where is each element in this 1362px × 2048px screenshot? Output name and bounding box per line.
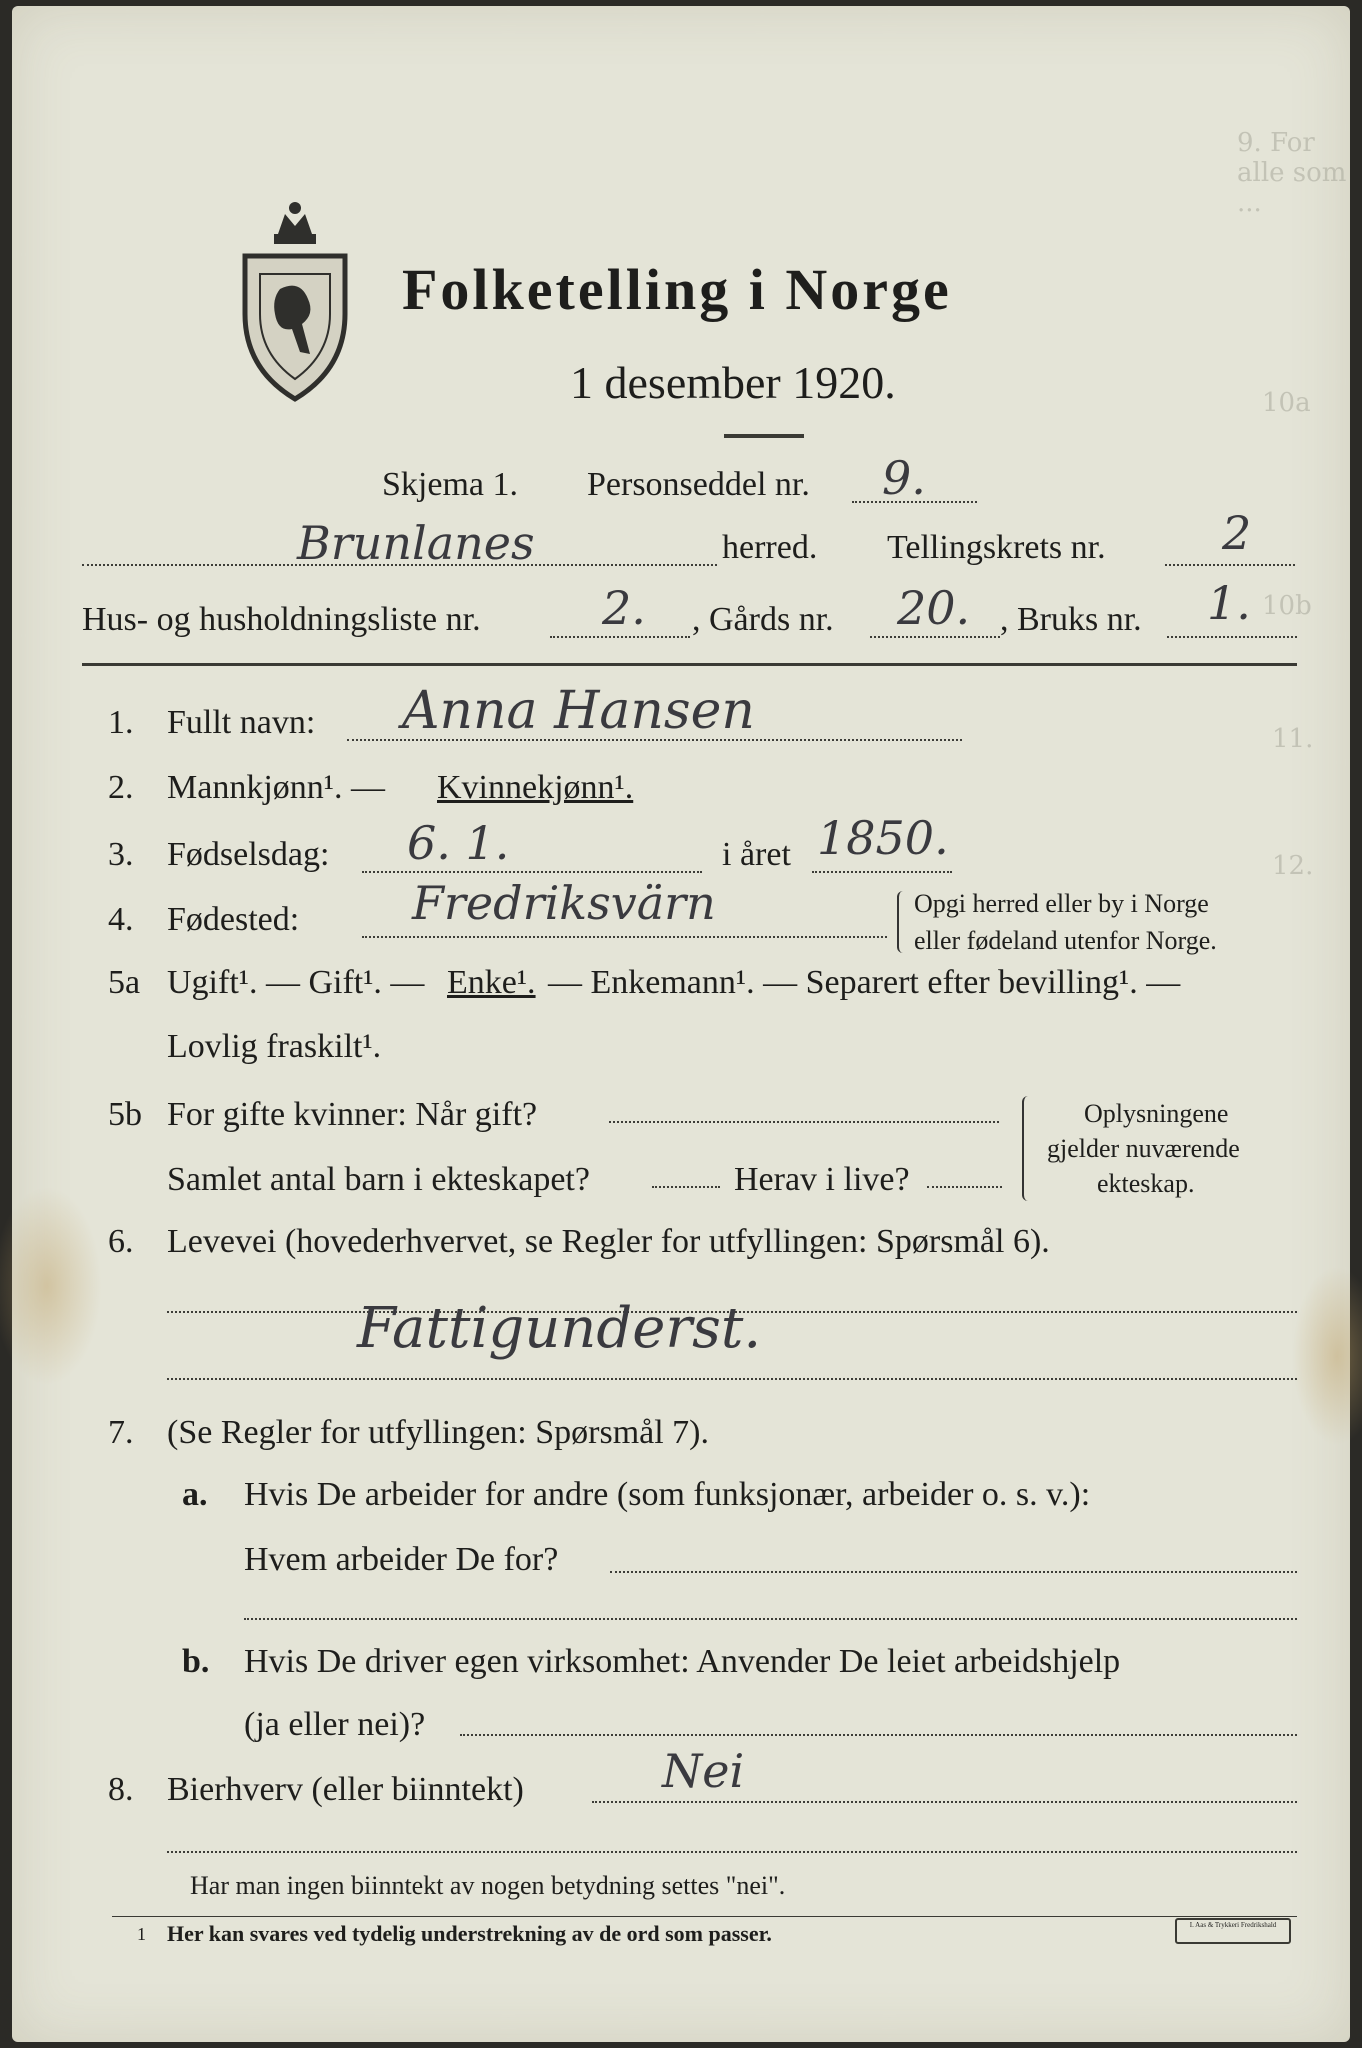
header-rule — [724, 434, 804, 438]
q7a-line2 — [244, 1618, 1297, 1620]
q3-line — [362, 871, 702, 873]
q5a-number: 5a — [108, 964, 141, 1001]
q2-number: 2. — [108, 769, 134, 806]
q6-number: 6. — [108, 1223, 134, 1260]
q4-note-line2: eller fødeland utenfor Norge. — [914, 926, 1217, 955]
q7b-label2: (ja eller nei)? — [244, 1706, 426, 1743]
q8-value-side-income: Nei — [662, 1744, 745, 1798]
q8-line2 — [167, 1851, 1297, 1853]
q3-label: Fødselsdag: — [167, 836, 330, 873]
husliste-label: Hus- og husholdningsliste nr. — [82, 601, 481, 638]
q5a-enke: Enke¹. — [447, 964, 536, 1001]
q4-value-birthplace: Fredriksvärn — [412, 876, 716, 930]
q5b-alive-label: Herav i live? — [734, 1161, 910, 1198]
q3-year-line — [812, 871, 952, 873]
q5b-note-line2: gjelder nuværende — [1047, 1134, 1240, 1163]
q7a-label2: Hvem arbeider De for? — [244, 1541, 559, 1578]
q7b-letter: b. — [182, 1643, 210, 1680]
coat-of-arms-icon — [230, 194, 360, 404]
footnote-text: Her kan svares ved tydelig understrekning av de ord som passer. — [167, 1921, 772, 1946]
q5a-line2: Lovlig fraskilt¹. — [167, 1028, 382, 1065]
gards-value: 20. — [897, 581, 971, 635]
q5b-when-line — [609, 1121, 999, 1123]
q4-number: 4. — [108, 901, 134, 938]
gards-line — [870, 636, 1000, 638]
q5b-note-line3: ekteskap. — [1097, 1169, 1195, 1198]
personseddel-label: Personseddel nr. — [587, 466, 810, 503]
q3-year-label: i året — [722, 836, 791, 873]
footnote-rule — [112, 1916, 1297, 1917]
q3-value-birth-year: 1850. — [817, 811, 949, 865]
section-divider — [82, 663, 1297, 666]
q3-number: 3. — [108, 836, 134, 873]
q1-value-full-name: Anna Hansen — [402, 681, 755, 741]
q1-number: 1. — [108, 704, 134, 741]
ghost-text: 9. For alle som ... — [1237, 128, 1347, 218]
herred-value: Brunlanes — [297, 516, 535, 570]
q5a-rest: — Enkemann¹. — Separert efter bevilling¹. — — [548, 964, 1181, 1001]
q7-label: (Se Regler for utfyllingen: Spørsmål 7). — [167, 1414, 710, 1451]
stain-right — [1292, 1266, 1362, 1446]
q6-value-occupation: Fattigunderst. — [357, 1296, 762, 1361]
ghost-text: 10b — [1262, 591, 1312, 621]
q7b-line — [460, 1734, 1297, 1736]
q6-line2 — [167, 1378, 1297, 1380]
q5b-note-line1: Oplysningene — [1084, 1099, 1229, 1128]
q7-number: 7. — [108, 1414, 134, 1451]
ghost-text: 10a — [1262, 388, 1311, 418]
printer-stamp — [1175, 1918, 1291, 1944]
q3-value-birth-date: 6. 1. — [407, 816, 510, 870]
q5b-brace — [1022, 1096, 1034, 1201]
q4-label: Fødested: — [167, 901, 300, 938]
q7b-label: Hvis De driver egen virksomhet: Anvender De leiet arbeidshjelp — [244, 1643, 1121, 1680]
q7a-label: Hvis De arbeider for andre (som funksjonær, arbeider o. s. v.): — [244, 1476, 1091, 1513]
q5a-ugift-gift: Ugift¹. — Gift¹. — — [167, 964, 425, 1001]
q2-female: Kvinnekjønn¹. — [437, 769, 634, 806]
bruks-label: , Bruks nr. — [1000, 601, 1142, 638]
q6-label: Levevei (hovederhvervet, se Regler for utfyllingen: Spørsmål 6). — [167, 1223, 1050, 1260]
schema-label: Skjema 1. — [382, 466, 518, 503]
q8-label: Bierhverv (eller biinntekt) — [167, 1771, 524, 1808]
tellingskrets-label: Tellingskrets nr. — [887, 529, 1106, 566]
q5b-label: For gifte kvinner: Når gift? — [167, 1096, 538, 1133]
herred-label: herred. — [722, 529, 818, 566]
husliste-value: 2. — [602, 581, 646, 635]
gards-label: , Gårds nr. — [692, 601, 834, 638]
q7a-employer-line — [610, 1571, 1297, 1573]
q4-note-line1: Opgi herred eller by i Norge — [914, 889, 1209, 918]
q7a-letter: a. — [182, 1476, 208, 1513]
printer-stamp-text: I. Aas & Trykkeri Fredrikshald — [1189, 1921, 1277, 1929]
q4-brace — [897, 891, 909, 953]
bruks-line — [1167, 636, 1297, 638]
q4-line — [362, 936, 887, 938]
ghost-text: 12. — [1272, 851, 1314, 881]
q5b-number: 5b — [108, 1096, 142, 1133]
tellingskrets-value: 2 — [1222, 506, 1252, 560]
q5b-alive-line — [927, 1186, 1002, 1188]
q2-male: Mannkjønn¹. — — [167, 769, 385, 806]
stain-left — [0, 1186, 102, 1386]
census-form-sheet — [12, 6, 1350, 2042]
q5b-label2: Samlet antal barn i ekteskapet? — [167, 1161, 590, 1198]
page-title: Folketelling i Norge — [402, 257, 952, 322]
personseddel-value: 9. — [882, 451, 926, 505]
tellingskrets-line — [1165, 564, 1295, 566]
census-date: 1 desember 1920. — [570, 357, 896, 408]
ghost-text: 11. — [1272, 724, 1314, 754]
husliste-line — [550, 636, 690, 638]
bruks-value: 1. — [1207, 576, 1251, 630]
q8-number: 8. — [108, 1771, 134, 1808]
q8-line — [592, 1801, 1297, 1803]
q1-label: Fullt navn: — [167, 704, 316, 741]
q5b-children-line — [652, 1186, 720, 1188]
nei-instruction: Har man ingen biinntekt av nogen betydning settes "nei". — [190, 1871, 786, 1900]
footnote-marker: 1 — [137, 1924, 146, 1944]
